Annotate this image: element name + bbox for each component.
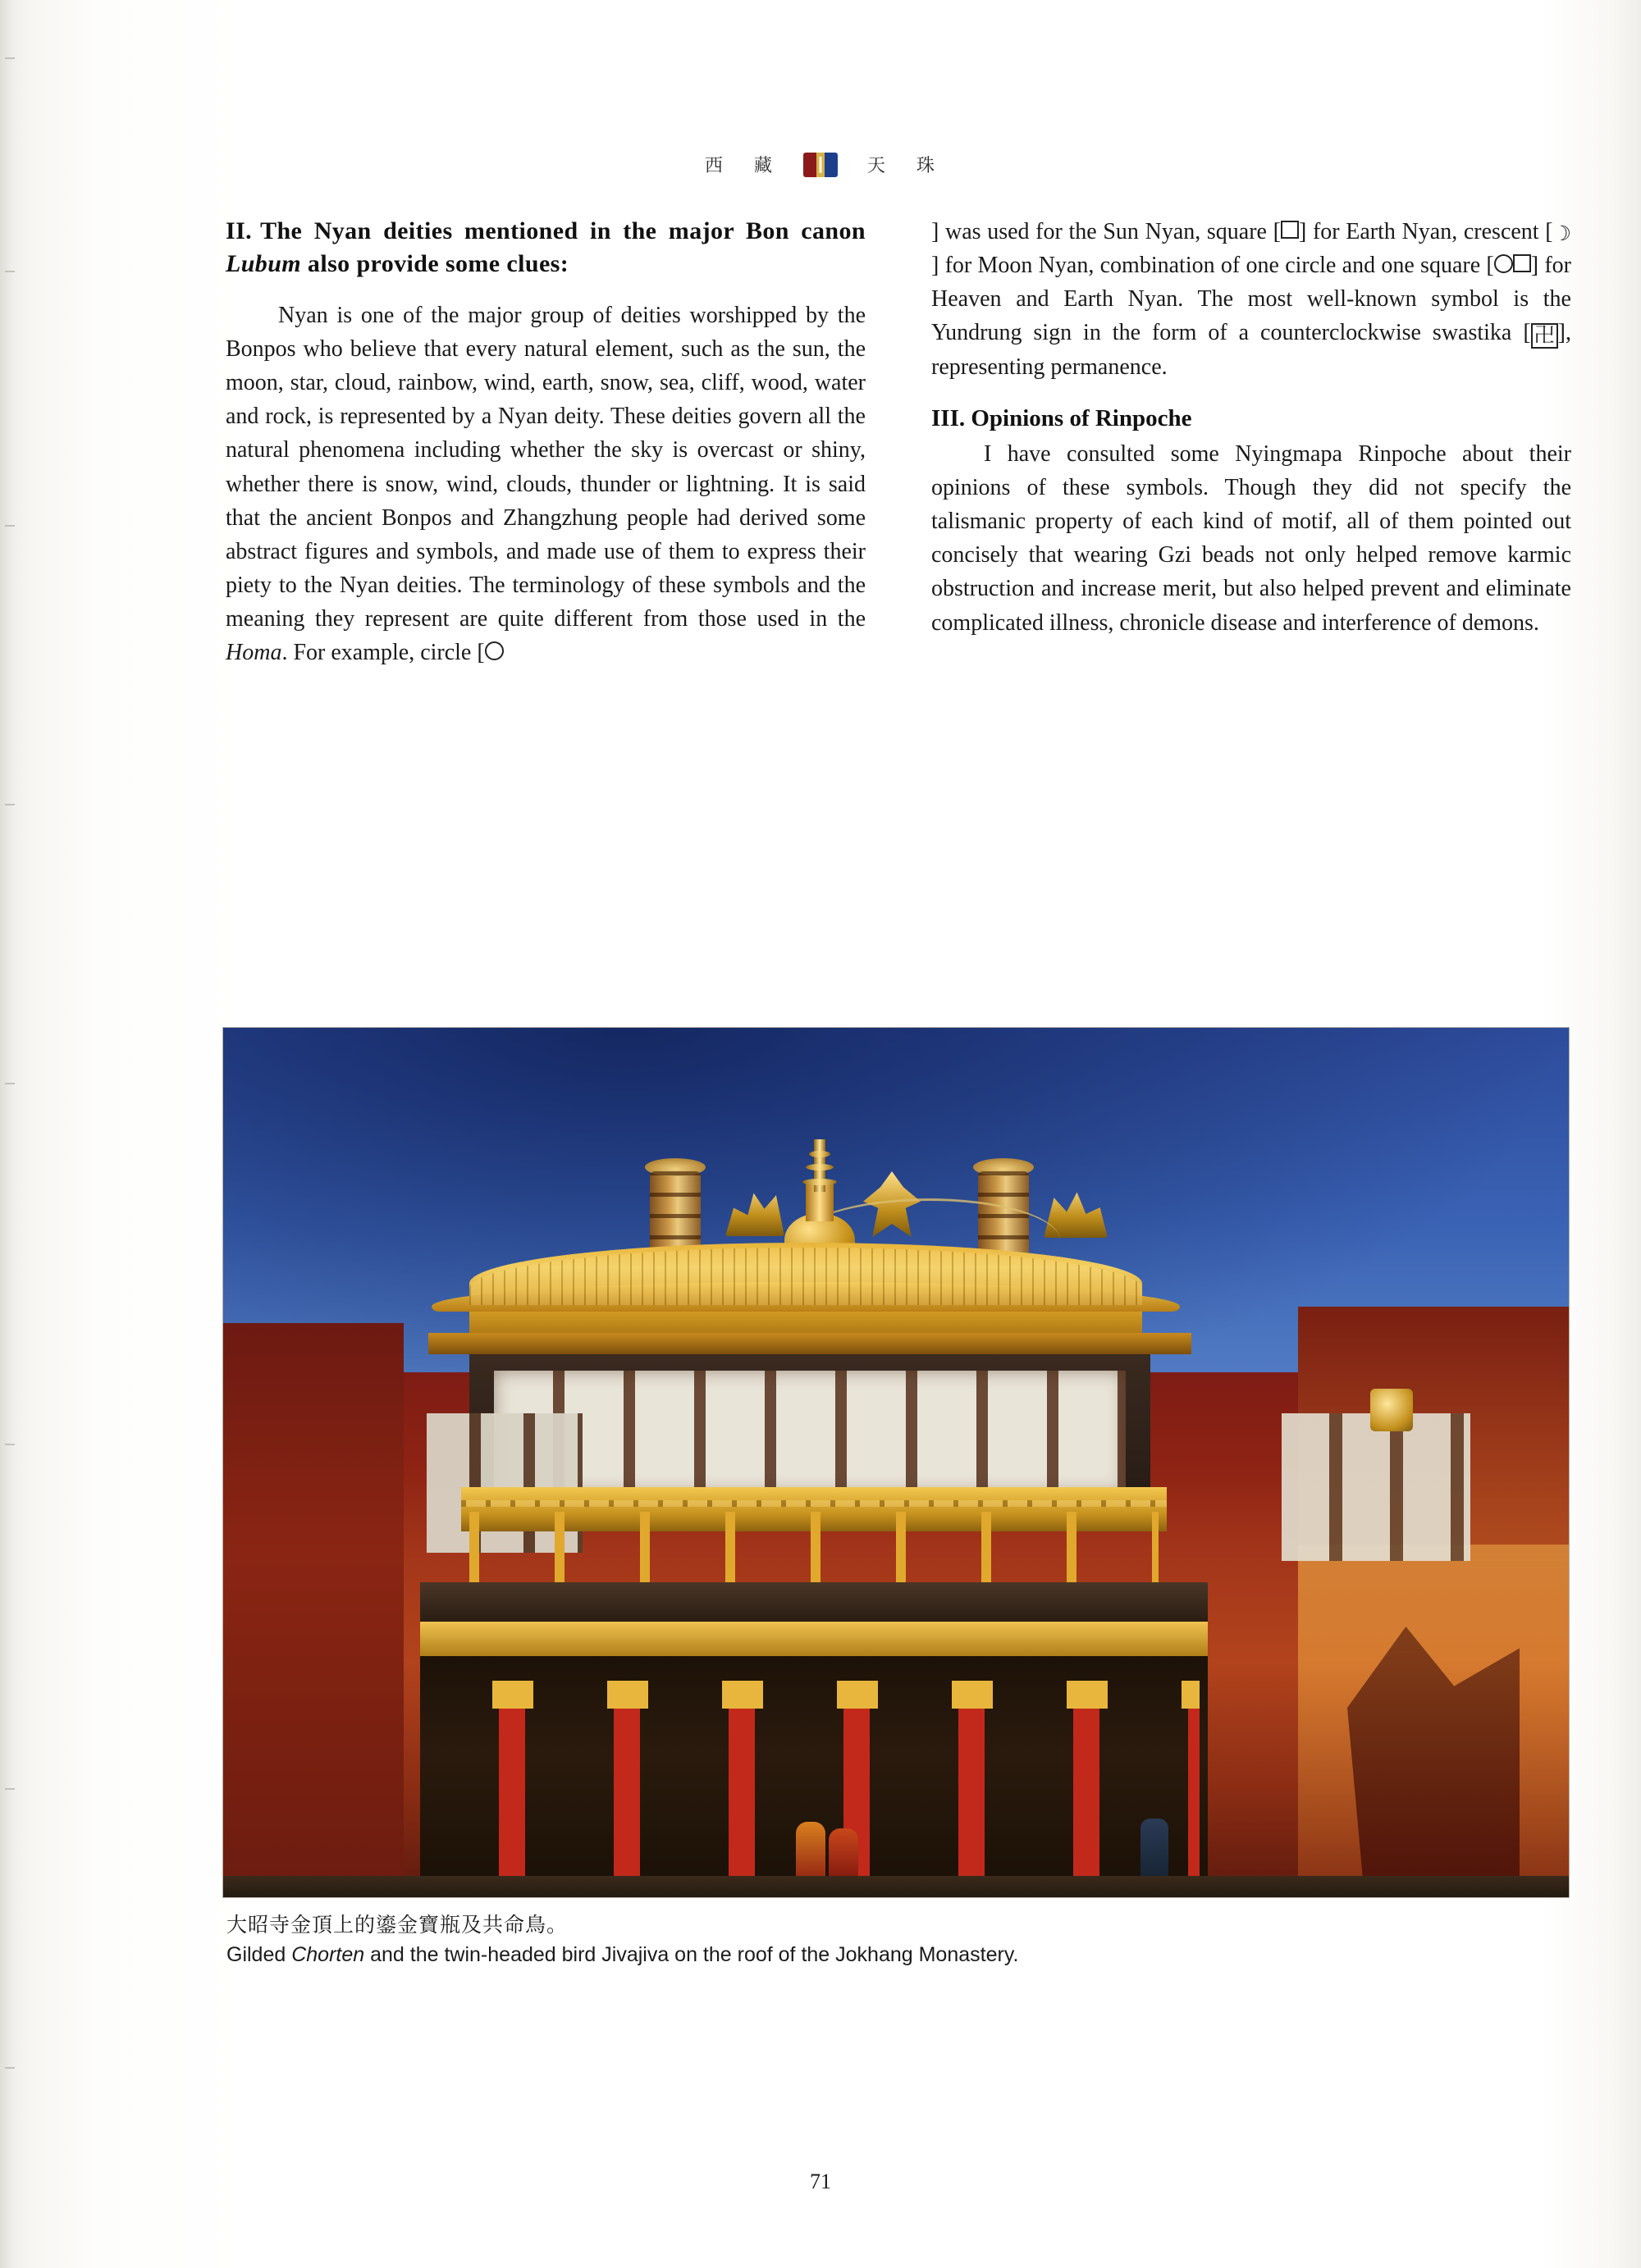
section-2-paragraph-text-f: ] for Heaven and Earth Nyan. The most well-known symbol is the Yundrung sign in the form of a counterclockwise swastika [	[931, 253, 1571, 346]
caption-en-part1: Gilded	[226, 1943, 292, 1966]
section-2-paragraph	[226, 299, 866, 670]
text-columns	[226, 215, 1571, 670]
crescent-moon-symbol-icon: ☽	[1552, 223, 1571, 245]
section-heading-2	[226, 215, 866, 281]
scan-marks	[5, 0, 16, 2268]
page-number: 71	[810, 2170, 831, 2193]
caption-en-italic: Chorten	[291, 1943, 365, 1966]
roof-eave	[428, 1333, 1191, 1354]
tibet-emblem-icon	[803, 153, 838, 177]
facade-gold-band	[420, 1622, 1208, 1656]
jokhang-monastery-photo	[223, 1028, 1569, 1897]
monks-group	[789, 1812, 888, 1886]
section-2-paragraph-continued	[931, 215, 1571, 384]
header-char-4: 珠	[916, 156, 937, 176]
gallery-windows	[494, 1371, 1126, 1494]
caption-en-part2: and the twin-headed bird Jivajiva on the roof of the Jokhang Monastery.	[364, 1943, 1019, 1966]
section-title-2-italic: Lubum	[226, 249, 302, 277]
section-number-2: II.	[226, 217, 253, 244]
section-2-paragraph-text-b: . For example, circle [	[281, 640, 485, 666]
section-2-paragraph-text-g: ], representing permanence.	[931, 320, 1571, 380]
section-2-paragraph-text-a: Nyan is one of the major group of deities worshipped by the Bonpos who believe that every natural element, such as the sun, the moon, star, cloud, rainbow, wind, earth, snow, sea, cliff, wood, water and rock, is represented by a Nyan deity. These deities govern all the natural phenomena including whether the sky is overcast or shiny, whether there is snow, wind, clouds, thunder or lightning. It is said that the ancient Bonpos and Zhangzhung people had derived some abstract figures and symbols, and made use of them to express their piety to the Nyan deities. The terminology of these symbols and the meaning they represent are quite different from those used in the	[226, 302, 866, 632]
right-windows	[1282, 1413, 1470, 1561]
wall-emblem-icon	[1370, 1389, 1413, 1431]
header-char-3: 天	[867, 156, 888, 176]
section-3-paragraph: I have consulted some Nyingmapa Rinpoche about their opinions of these symbols. Though they did not specify the talismanic property of each kind of motif, all of them pointed out concisely that wearing Gzi beads not only helped remove karmic obstruction and increase merit, but also helped prevent and eliminate complicated illness, chronicle disease and interference of demons.	[931, 440, 1571, 636]
square-symbol-icon	[1281, 221, 1299, 239]
caption-english	[226, 1943, 1569, 1967]
swastika-symbol-icon: 卍	[1531, 323, 1558, 348]
pillar-capitals	[428, 1681, 1200, 1709]
homa-italic: Homa	[226, 640, 282, 666]
section-number-3: III.	[931, 404, 966, 431]
column-left	[226, 215, 866, 670]
section-2-paragraph-text-e: ] for Moon Nyan, combination of one circle and one square [	[931, 253, 1494, 279]
section-title-2-part2: also provide some clues:	[301, 249, 569, 277]
running-header	[0, 152, 1641, 185]
section-2-paragraph-text-c: ] was used for the Sun Nyan, square [	[931, 219, 1281, 244]
header-char-2: 藏	[753, 156, 774, 176]
facade-dark-band	[420, 1582, 1208, 1622]
circle-square-symbol-icon	[1494, 249, 1531, 282]
figure-caption	[223, 1909, 1569, 1967]
section-2-paragraph-text-d: ] for Earth Nyan, crescent [	[1298, 219, 1553, 244]
caption-chinese: 大昭寺金頂上的鎏金寶瓶及共命鳥。	[226, 1913, 569, 1937]
circle-symbol-icon	[485, 641, 504, 660]
left-wing	[223, 1323, 404, 1897]
figure	[223, 1028, 1569, 1967]
header-char-1: 西	[704, 156, 725, 176]
courtyard-ground	[223, 1876, 1569, 1897]
section-heading-3	[931, 405, 1571, 432]
section-title-2-part1: The Nyan deities mentioned in the major Bon canon	[260, 217, 866, 244]
column-right	[931, 215, 1571, 670]
gallery-posts	[469, 1512, 1159, 1590]
section-title-3: Opinions of Rinpoche	[971, 404, 1192, 431]
